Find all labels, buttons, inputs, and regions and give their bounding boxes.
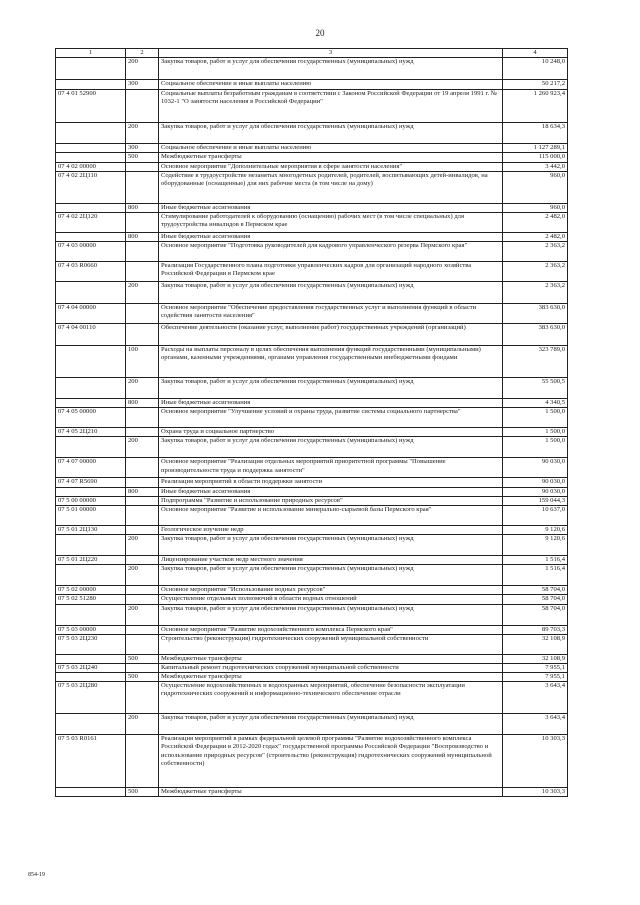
table-row <box>56 262 568 282</box>
table-row <box>56 634 568 654</box>
cell-amount: 10 248,0 <box>503 58 568 80</box>
table-row <box>56 478 568 487</box>
table-row <box>56 144 568 153</box>
cell-vr: 500 <box>126 153 159 162</box>
cell-name: Реализация мероприятий в рамках федеральной целевой программы "Развитие водохозяйственного комплекса Российской Федерации в 2012-2020 годах" государственной программы Российской Федерации "Воспроизводство и использование природных ресурсов" (строительство (реконструкция) гидротехнических сооружений муниципальной собственности) <box>159 735 503 788</box>
cell-name: Содействие в трудоустройстве незанятых многодетных родителей, родителей, воспитывающих детей-инвалидов, на оборудованные (оснащенные) для них рабочие места (в том числе на дому) <box>159 171 503 203</box>
cell-code: 07 5 03 2Ц280 <box>56 682 126 714</box>
table-row <box>56 458 568 478</box>
cell-code <box>56 203 126 212</box>
cell-code <box>56 604 126 625</box>
cell-vr <box>126 505 159 525</box>
cell-name: Социальное обеспечение и иные выплаты населению <box>159 80 503 90</box>
cell-code: 07 4 05 00000 <box>56 408 126 428</box>
cell-amount: 18 634,3 <box>503 123 568 144</box>
cell-code: 07 4 07 R5690 <box>56 478 126 487</box>
cell-code <box>56 144 126 153</box>
cell-code: 07 4 07 00000 <box>56 458 126 478</box>
cell-code <box>56 565 126 586</box>
table-row <box>56 212 568 232</box>
cell-code <box>56 673 126 682</box>
cell-name: Социальные выплаты безработным гражданам в соответствии с Законом Российской Федерации от 19 апреля 1991 г. № 1032-1 "О занятости населения в Российской Федерации" <box>159 90 503 123</box>
cell-code <box>56 378 126 399</box>
cell-name: Основное мероприятие "Дополнительные мероприятия в сфере занятости населения" <box>159 162 503 171</box>
cell-code: 07 5 03 R0161 <box>56 735 126 788</box>
cell-vr: 200 <box>126 604 159 625</box>
cell-vr <box>126 735 159 788</box>
cell-code <box>56 788 126 797</box>
cell-vr: 500 <box>126 654 159 663</box>
cell-code: 07 5 03 2Ц240 <box>56 663 126 672</box>
cell-name: Осуществление водохозяйственных и водоохранных мероприятий, обеспечение безопасности эксплуатации гидротехнических сооружений и информационно-технического обеспечение отрасли <box>159 682 503 714</box>
cell-name: Межбюджетные трансферты <box>159 153 503 162</box>
cell-amount: 1 516,4 <box>503 565 568 586</box>
cell-vr <box>126 525 159 534</box>
cell-amount: 1 516,4 <box>503 556 568 565</box>
cell-vr: 200 <box>126 123 159 144</box>
cell-amount: 50 217,2 <box>503 80 568 90</box>
cell-vr <box>126 496 159 505</box>
cell-vr <box>126 324 159 346</box>
cell-vr: 200 <box>126 535 159 556</box>
cell-code <box>56 153 126 162</box>
cell-amount: 2 363,2 <box>503 242 568 262</box>
cell-vr: 500 <box>126 788 159 797</box>
cell-name: Межбюджетные трансферты <box>159 788 503 797</box>
cell-vr <box>126 428 159 437</box>
cell-amount: 3 643,4 <box>503 714 568 735</box>
table-row <box>56 58 568 80</box>
cell-amount: 32 108,9 <box>503 654 568 663</box>
table-row <box>56 162 568 171</box>
cell-name: Основное мероприятие "Реализация отдельных мероприятий приоритетной программы "Повышение производительности труда и поддержка занятости" <box>159 458 503 478</box>
cell-amount: 960,0 <box>503 171 568 203</box>
cell-code: 07 5 00 00000 <box>56 496 126 505</box>
cell-vr: 200 <box>126 58 159 80</box>
cell-vr <box>126 595 159 604</box>
cell-code <box>56 123 126 144</box>
table-row <box>56 788 568 797</box>
table-row <box>56 408 568 428</box>
cell-code <box>56 232 126 241</box>
cell-code: 07 5 03 00000 <box>56 625 126 634</box>
cell-vr: 200 <box>126 565 159 586</box>
cell-amount: 2 482,0 <box>503 232 568 241</box>
cell-amount: 159 044,3 <box>503 496 568 505</box>
cell-amount: 10 303,3 <box>503 788 568 797</box>
cell-code <box>56 58 126 80</box>
cell-vr <box>126 586 159 595</box>
cell-code <box>56 535 126 556</box>
cell-code: 07 4 04 00000 <box>56 304 126 324</box>
table-header-row <box>56 49 568 58</box>
cell-code <box>56 437 126 458</box>
cell-code <box>56 282 126 304</box>
cell-amount: 90 030,0 <box>503 478 568 487</box>
cell-vr <box>126 162 159 171</box>
table-row <box>56 496 568 505</box>
cell-code <box>56 80 126 90</box>
cell-amount: 1 500,0 <box>503 437 568 458</box>
cell-vr <box>126 262 159 282</box>
cell-vr <box>126 458 159 478</box>
cell-amount: 89 703,3 <box>503 625 568 634</box>
table-row <box>56 242 568 262</box>
cell-vr: 200 <box>126 714 159 735</box>
budget-table <box>55 48 568 797</box>
cell-name: Геологическое изучение недр <box>159 525 503 534</box>
cell-name: Реализация Государственного плана подготовки управленческих кадров для организаций народного хозяйства Российской Федерации в Пермском крае <box>159 262 503 282</box>
cell-amount: 1 500,0 <box>503 428 568 437</box>
cell-vr: 500 <box>126 673 159 682</box>
cell-amount: 2 482,0 <box>503 212 568 232</box>
cell-amount: 90 030,0 <box>503 487 568 496</box>
cell-code <box>56 654 126 663</box>
cell-vr: 800 <box>126 232 159 241</box>
table-row <box>56 232 568 241</box>
cell-amount: 55 500,5 <box>503 378 568 399</box>
cell-vr <box>126 625 159 634</box>
cell-code: 07 5 02 51280 <box>56 595 126 604</box>
cell-name: Иные бюджетные ассигнования <box>159 232 503 241</box>
cell-name: Основное мероприятие "Использование водных ресурсов" <box>159 586 503 595</box>
cell-name: Обеспечение деятельности (оказание услуг, выполнение работ) государственных учреждений (организаций) <box>159 324 503 346</box>
cell-vr <box>126 682 159 714</box>
cell-amount: 7 955,1 <box>503 673 568 682</box>
cell-vr: 100 <box>126 346 159 378</box>
cell-code <box>56 346 126 378</box>
table-row <box>56 654 568 663</box>
table-row <box>56 525 568 534</box>
table-row <box>56 324 568 346</box>
header-cell-vr: 2 <box>126 49 159 58</box>
cell-code: 07 4 02 2Ц110 <box>56 171 126 203</box>
cell-vr: 300 <box>126 80 159 90</box>
cell-name: Закупка товаров, работ и услуг для обеспечения государственных (муниципальных) нужд <box>159 535 503 556</box>
table-row <box>56 80 568 90</box>
cell-code <box>56 714 126 735</box>
table-row <box>56 346 568 378</box>
cell-code: 07 4 02 2Ц120 <box>56 212 126 232</box>
cell-name: Лицензирование участков недр местного значения <box>159 556 503 565</box>
cell-amount: 383 630,0 <box>503 324 568 346</box>
cell-code: 07 5 01 2Ц130 <box>56 525 126 534</box>
table-row <box>56 123 568 144</box>
cell-name: Закупка товаров, работ и услуг для обеспечения государственных (муниципальных) нужд <box>159 58 503 80</box>
table-row <box>56 565 568 586</box>
cell-name: Закупка товаров, работ и услуг для обеспечения государственных (муниципальных) нужд <box>159 565 503 586</box>
cell-name: Охрана труда и социальное партнерство <box>159 428 503 437</box>
cell-name: Иные бюджетные ассигнования <box>159 487 503 496</box>
table-row <box>56 663 568 672</box>
cell-amount: 58 704,0 <box>503 586 568 595</box>
table-row <box>56 735 568 788</box>
table-row <box>56 487 568 496</box>
cell-amount: 58 704,0 <box>503 595 568 604</box>
cell-code: 07 4 03 R0660 <box>56 262 126 282</box>
cell-vr: 200 <box>126 378 159 399</box>
cell-vr: 200 <box>126 437 159 458</box>
cell-name: Основное мероприятие "Улучшение условий и охраны труда, развитие системы социального партнерства" <box>159 408 503 428</box>
cell-vr <box>126 171 159 203</box>
cell-amount: 32 108,9 <box>503 634 568 654</box>
cell-amount: 9 120,6 <box>503 525 568 534</box>
cell-name: Иные бюджетные ассигнования <box>159 203 503 212</box>
cell-vr <box>126 634 159 654</box>
header-cell-name: 3 <box>159 49 503 58</box>
cell-name: Иные бюджетные ассигнования <box>159 399 503 408</box>
table-row <box>56 604 568 625</box>
table-row <box>56 586 568 595</box>
cell-code: 07 5 01 2Ц220 <box>56 556 126 565</box>
table-row <box>56 378 568 399</box>
cell-name: Закупка товаров, работ и услуг для обеспечения государственных (муниципальных) нужд <box>159 714 503 735</box>
cell-name: Основное мероприятие "Развитие и использование минерально-сырьевой базы Пермского края" <box>159 505 503 525</box>
cell-amount: 4 340,5 <box>503 399 568 408</box>
table-row <box>56 505 568 525</box>
cell-vr: 200 <box>126 282 159 304</box>
cell-name: Реализация мероприятий в области поддержки занятости <box>159 478 503 487</box>
table-row <box>56 304 568 324</box>
cell-name: Закупка товаров, работ и услуг для обеспечения государственных (муниципальных) нужд <box>159 123 503 144</box>
cell-name: Межбюджетные трансферты <box>159 654 503 663</box>
cell-vr <box>126 242 159 262</box>
cell-code: 07 4 01 52900 <box>56 90 126 123</box>
cell-amount: 10 303,3 <box>503 735 568 788</box>
cell-amount: 1 260 923,4 <box>503 90 568 123</box>
cell-amount: 9 120,6 <box>503 535 568 556</box>
table-row <box>56 203 568 212</box>
cell-name: Закупка товаров, работ и услуг для обеспечения государственных (муниципальных) нужд <box>159 437 503 458</box>
cell-amount: 323 789,0 <box>503 346 568 378</box>
cell-amount: 2 363,2 <box>503 282 568 304</box>
table-row <box>56 171 568 203</box>
cell-code: 07 4 02 00000 <box>56 162 126 171</box>
table-row <box>56 556 568 565</box>
cell-vr <box>126 663 159 672</box>
cell-vr: 800 <box>126 487 159 496</box>
cell-code: 07 5 01 00000 <box>56 505 126 525</box>
cell-vr: 800 <box>126 203 159 212</box>
cell-name: Закупка товаров, работ и услуг для обеспечения государственных (муниципальных) нужд <box>159 378 503 399</box>
cell-amount: 2 363,2 <box>503 262 568 282</box>
cell-name: Подпрограмма "Развитие и использование природных ресурсов" <box>159 496 503 505</box>
cell-amount: 115 000,0 <box>503 153 568 162</box>
table-row <box>56 595 568 604</box>
cell-amount: 1 127 289,1 <box>503 144 568 153</box>
table-row <box>56 428 568 437</box>
cell-name: Основное мероприятие "Обеспечение предоставления государственных услуг и выполнения функций в области содействия занятости населения" <box>159 304 503 324</box>
table-row <box>56 153 568 162</box>
cell-name: Расходы на выплаты персоналу в целях обеспечения выполнения функций государственными (муниципальными) органами, казенными учреждениями, органами управления государственными внебюджетными фондами <box>159 346 503 378</box>
cell-code: 07 5 03 2Ц230 <box>56 634 126 654</box>
cell-name: Стимулирование работодателей к оборудованию (оснащению) рабочих мест (в том числе специальных) для трудоустройства инвалидов в Пермском крае <box>159 212 503 232</box>
cell-amount: 960,0 <box>503 203 568 212</box>
table-row <box>56 90 568 123</box>
table-row <box>56 399 568 408</box>
cell-code: 07 4 05 2Ц210 <box>56 428 126 437</box>
cell-vr: 300 <box>126 144 159 153</box>
cell-code: 07 5 02 00000 <box>56 586 126 595</box>
table-row <box>56 625 568 634</box>
cell-vr <box>126 212 159 232</box>
cell-vr <box>126 408 159 428</box>
table-row <box>56 714 568 735</box>
cell-name: Социальное обеспечение и иные выплаты населению <box>159 144 503 153</box>
cell-amount: 10 637,0 <box>503 505 568 525</box>
cell-amount: 3 643,4 <box>503 682 568 714</box>
cell-amount: 90 030,0 <box>503 458 568 478</box>
cell-name: Основное мероприятие "Подготовка руководителей для кадрового управленческого резерва Пермского края" <box>159 242 503 262</box>
table-row <box>56 437 568 458</box>
cell-name: Осуществление отдельных полномочий в области водных отношений <box>159 595 503 604</box>
cell-vr <box>126 556 159 565</box>
table-row <box>56 673 568 682</box>
cell-name: Закупка товаров, работ и услуг для обеспечения государственных (муниципальных) нужд <box>159 282 503 304</box>
cell-name: Закупка товаров, работ и услуг для обеспечения государственных (муниципальных) нужд <box>159 604 503 625</box>
cell-code <box>56 487 126 496</box>
cell-amount: 1 500,0 <box>503 408 568 428</box>
cell-amount: 383 630,0 <box>503 304 568 324</box>
header-cell-amount: 4 <box>503 49 568 58</box>
header-cell-code: 1 <box>56 49 126 58</box>
table-row <box>56 282 568 304</box>
table-row <box>56 535 568 556</box>
cell-code: 07 4 03 00000 <box>56 242 126 262</box>
cell-name: Строительство (реконструкция) гидротехнических сооружений муниципальной собственности <box>159 634 503 654</box>
cell-code: 07 4 04 00110 <box>56 324 126 346</box>
cell-name: Межбюджетные трансферты <box>159 673 503 682</box>
cell-name: Капитальный ремонт гидротехнических сооружений муниципальной собственности <box>159 663 503 672</box>
cell-amount: 3 442,0 <box>503 162 568 171</box>
cell-amount: 58 704,0 <box>503 604 568 625</box>
cell-vr <box>126 478 159 487</box>
cell-code <box>56 399 126 408</box>
cell-vr <box>126 90 159 123</box>
table-row <box>56 682 568 714</box>
cell-amount: 7 955,1 <box>503 663 568 672</box>
cell-name: Основное мероприятие "Развитие водохозяйственного комплекса Пермского края" <box>159 625 503 634</box>
cell-vr <box>126 304 159 324</box>
document-footer-mark: 854-19 <box>28 872 45 878</box>
cell-vr: 800 <box>126 399 159 408</box>
page-number: 20 <box>315 28 325 38</box>
